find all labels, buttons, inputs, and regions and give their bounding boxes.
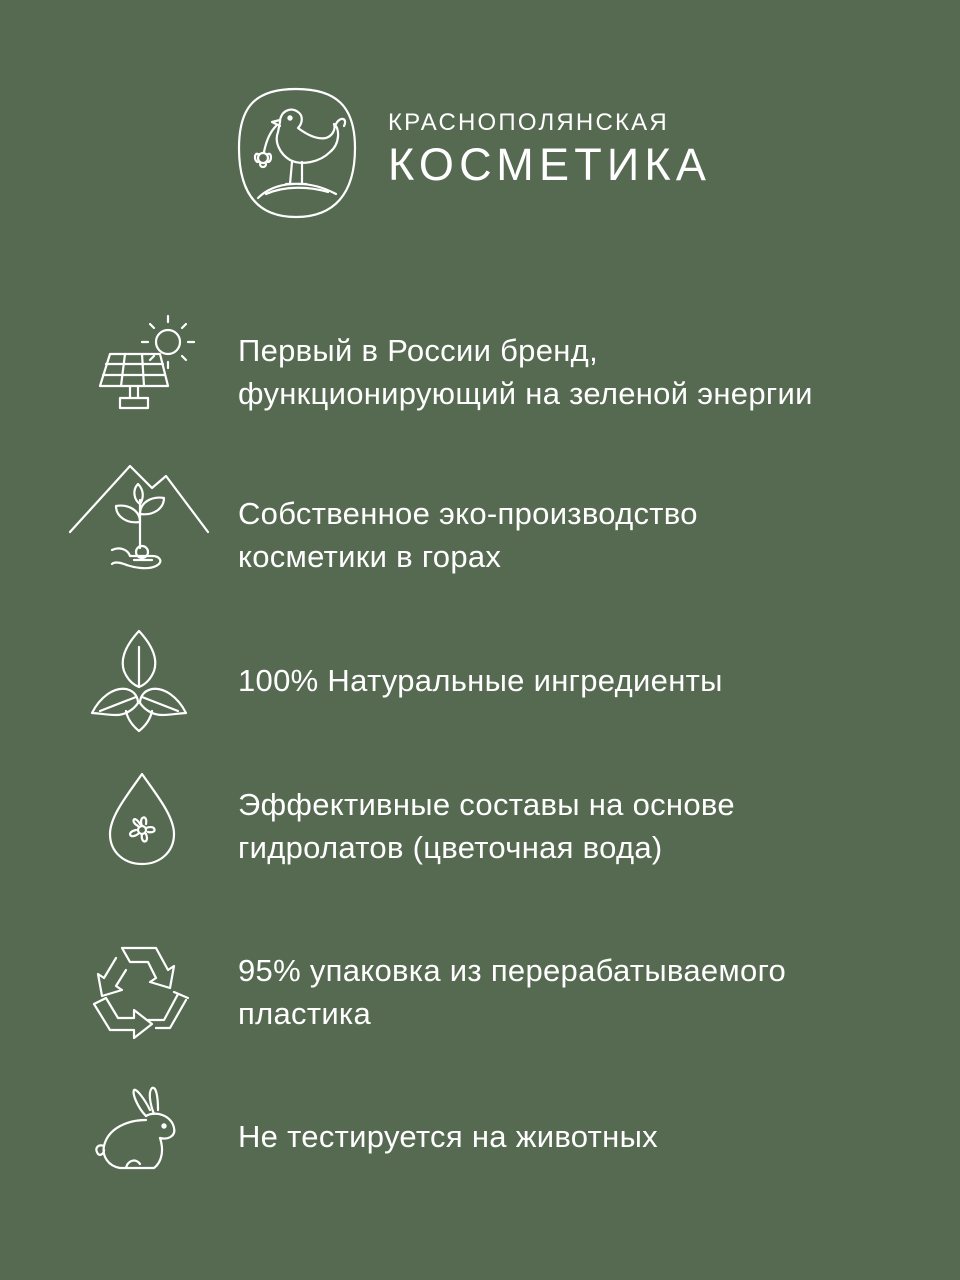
feature-text-line: 100% Натуральные ингредиенты	[238, 663, 723, 698]
three-leaves-icon	[64, 623, 214, 743]
feature-text-line: функционирующий на зеленой энергии	[238, 376, 813, 411]
feature-text-line: пластика	[238, 996, 372, 1031]
feature-text-line: косметики в горах	[238, 539, 502, 574]
feature-text-line: Первый в России бренд,	[238, 333, 598, 368]
drop-flower-icon	[64, 766, 214, 886]
feature-text-line: Собственное эко-производство	[238, 496, 698, 531]
feature-text-line: Не тестируется на животных	[238, 1119, 658, 1154]
rabbit-icon	[64, 1080, 214, 1200]
recycle-icon	[64, 932, 214, 1052]
mountain-sprout-hand-icon	[64, 460, 214, 580]
feature-text-line: Эффективные составы на основе	[238, 787, 735, 822]
brand-name-line2: КОСМЕТИКА	[388, 139, 712, 190]
brand-name-line1: КРАСНОПОЛЯНСКАЯ	[388, 109, 669, 136]
feature-text-line: гидролатов (цветочная вода)	[238, 830, 663, 865]
feature-text-line: 95% упаковка из перерабатываемого	[238, 953, 787, 988]
solar-panel-sun-icon	[64, 310, 214, 430]
